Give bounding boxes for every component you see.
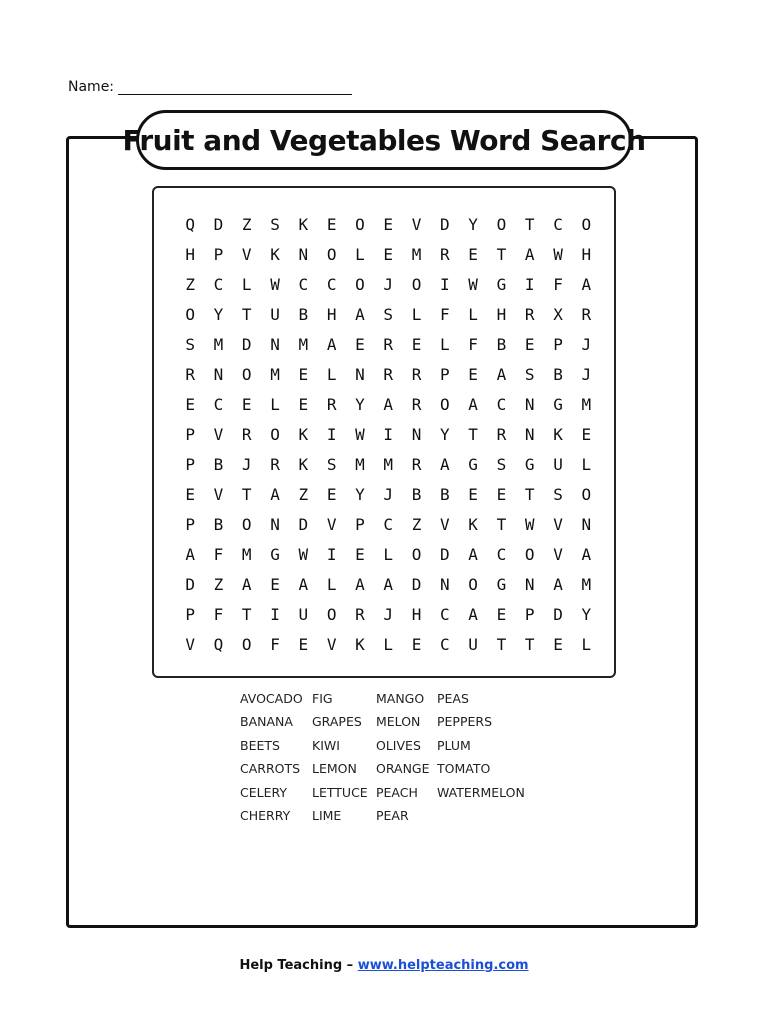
grid-letter: O bbox=[270, 425, 280, 444]
grid-letter: A bbox=[326, 335, 337, 354]
grid-letter: R bbox=[241, 425, 252, 444]
grid-letter: L bbox=[326, 575, 337, 594]
grid-letter: V bbox=[213, 485, 224, 504]
grid-letter: E bbox=[411, 335, 422, 354]
grid-letter: K bbox=[468, 515, 478, 534]
word-list-item: MELON bbox=[376, 714, 421, 730]
grid-letter: N bbox=[355, 365, 365, 384]
grid-letter: W bbox=[270, 275, 280, 294]
grid-letter: T bbox=[524, 485, 535, 504]
grid-letter: L bbox=[581, 635, 592, 654]
word-list-item: CHERRY bbox=[240, 807, 291, 823]
grid-letter: H bbox=[185, 245, 195, 264]
grid-letter: J bbox=[383, 275, 394, 294]
grid-letter: C bbox=[553, 215, 563, 234]
word-list-item: LEMON bbox=[312, 761, 357, 777]
grid-letter: O bbox=[581, 215, 592, 234]
grid-letter: L bbox=[241, 275, 252, 294]
word-list-item: BEETS bbox=[240, 737, 280, 753]
grid-letter: D bbox=[440, 545, 450, 564]
grid-letter: A bbox=[553, 575, 563, 594]
word-list-item: PEAS bbox=[437, 691, 469, 706]
grid-letter: Y bbox=[355, 485, 365, 504]
grid-letter: G bbox=[496, 275, 507, 294]
grid-letter: H bbox=[496, 305, 507, 324]
grid-letter: N bbox=[524, 425, 535, 444]
grid-letter: S bbox=[553, 485, 563, 504]
word-list-item: AVOCADO bbox=[240, 691, 303, 706]
grid-letter: O bbox=[411, 545, 422, 564]
grid-letter: H bbox=[326, 305, 337, 324]
grid-letter: B bbox=[213, 515, 224, 534]
grid-letter: K bbox=[298, 455, 309, 474]
grid-letter: R bbox=[411, 365, 422, 384]
grid-letter: E bbox=[355, 335, 365, 354]
grid-letter: P bbox=[185, 425, 195, 444]
grid-letter: C bbox=[440, 635, 450, 654]
grid-letter: N bbox=[524, 395, 535, 414]
word-list-item: LETTUCE bbox=[312, 784, 368, 800]
word-list-item: PEACH bbox=[376, 784, 418, 800]
grid-letter: V bbox=[241, 245, 252, 264]
grid-letter: E bbox=[326, 485, 337, 504]
grid-letter: P bbox=[524, 605, 535, 624]
grid-letter: R bbox=[383, 365, 394, 384]
grid-letter: N bbox=[270, 515, 280, 534]
word-search-box bbox=[152, 186, 616, 678]
grid-letter: J bbox=[241, 455, 252, 474]
grid-letter: R bbox=[411, 395, 422, 414]
grid-letter: Z bbox=[411, 515, 422, 534]
grid-letter: E bbox=[468, 485, 478, 504]
word-list-item: GRAPES bbox=[312, 714, 362, 730]
grid-letter: S bbox=[496, 455, 507, 474]
grid-letter: F bbox=[468, 335, 478, 354]
grid-letter: P bbox=[440, 365, 450, 384]
grid-letter: O bbox=[581, 485, 592, 504]
grid-letter: Z bbox=[241, 215, 252, 234]
grid-letter: A bbox=[468, 545, 478, 564]
grid-letter: A bbox=[581, 275, 592, 294]
grid-letter: A bbox=[468, 605, 478, 624]
grid-letter: A bbox=[270, 485, 280, 504]
word-list-item: BANANA bbox=[240, 714, 293, 730]
grid-letter: B bbox=[440, 485, 450, 504]
grid-letter: A bbox=[185, 545, 195, 564]
grid-letter: T bbox=[241, 485, 252, 504]
grid-letter: Y bbox=[581, 605, 592, 624]
grid-letter: R bbox=[524, 305, 535, 324]
grid-letter: C bbox=[440, 605, 450, 624]
grid-letter: M bbox=[213, 335, 224, 354]
grid-letter: A bbox=[383, 575, 394, 594]
grid-letter: O bbox=[468, 575, 478, 594]
grid-letter: G bbox=[496, 575, 507, 594]
word-list-item: WATERMELON bbox=[437, 784, 525, 800]
grid-letter: M bbox=[355, 455, 365, 474]
grid-letter: A bbox=[496, 365, 507, 384]
grid-letter: V bbox=[326, 635, 337, 654]
word-list-item: CELERY bbox=[240, 784, 288, 800]
grid-letter: I bbox=[383, 425, 394, 444]
grid-letter: V bbox=[213, 425, 224, 444]
grid-letter: P bbox=[355, 515, 365, 534]
grid-letter: T bbox=[241, 605, 252, 624]
word-list-item: OLIVES bbox=[376, 737, 421, 753]
grid-letter: L bbox=[270, 395, 280, 414]
grid-letter: I bbox=[440, 275, 450, 294]
grid-letter: K bbox=[270, 245, 280, 264]
grid-letter: F bbox=[440, 305, 450, 324]
grid-letter: S bbox=[524, 365, 535, 384]
grid-letter: T bbox=[241, 305, 252, 324]
grid-letter: N bbox=[524, 575, 535, 594]
grid-letter: B bbox=[553, 365, 563, 384]
word-list-item: PEPPERS bbox=[437, 714, 493, 730]
grid-letter: E bbox=[185, 485, 195, 504]
grid-letter: M bbox=[241, 545, 252, 564]
grid-letter: S bbox=[185, 335, 195, 354]
grid-letter: Q bbox=[185, 215, 195, 234]
grid-letter: Y bbox=[213, 305, 224, 324]
grid-letter: E bbox=[468, 365, 478, 384]
grid-letter: K bbox=[298, 425, 309, 444]
grid-letter: M bbox=[270, 365, 280, 384]
grid-letter: D bbox=[213, 215, 224, 234]
grid-letter: D bbox=[411, 575, 422, 594]
grid-letter: P bbox=[185, 455, 195, 474]
grid-letter: E bbox=[496, 485, 507, 504]
grid-letter: L bbox=[411, 305, 422, 324]
grid-letter: O bbox=[185, 305, 195, 324]
grid-letter: Z bbox=[298, 485, 309, 504]
grid-letter: E bbox=[241, 395, 252, 414]
grid-letter: K bbox=[553, 425, 563, 444]
grid-letter: E bbox=[468, 245, 478, 264]
grid-letter: T bbox=[468, 425, 478, 444]
word-column bbox=[437, 690, 537, 830]
grid-letter: C bbox=[326, 275, 337, 294]
word-list-item: PEAR bbox=[376, 807, 409, 823]
word-column bbox=[240, 690, 312, 830]
grid-letter: E bbox=[355, 545, 365, 564]
grid-letter: I bbox=[326, 545, 337, 564]
footer-link[interactable]: www.helpteaching.com bbox=[357, 958, 529, 973]
grid-letter: A bbox=[468, 395, 478, 414]
grid-letter: R bbox=[185, 365, 195, 384]
grid-letter: N bbox=[581, 515, 592, 534]
word-list-item: MANGO bbox=[376, 691, 425, 706]
grid-letter: F bbox=[213, 605, 224, 624]
grid-letter: T bbox=[496, 515, 507, 534]
grid-letter: E bbox=[553, 635, 563, 654]
grid-letter: R bbox=[326, 395, 337, 414]
page-title: Fruit and Vegetables Word Search bbox=[122, 123, 646, 157]
grid-letter: C bbox=[213, 395, 224, 414]
grid-letter: V bbox=[185, 635, 195, 654]
word-list-item: PLUM bbox=[437, 737, 471, 753]
grid-letter: R bbox=[355, 605, 365, 624]
grid-letter: F bbox=[553, 275, 563, 294]
grid-letter: O bbox=[355, 215, 365, 234]
grid-letter: J bbox=[383, 605, 394, 624]
grid-letter: V bbox=[411, 215, 422, 234]
grid-letter: E bbox=[298, 365, 309, 384]
grid-letter: L bbox=[468, 305, 478, 324]
title-banner bbox=[122, 110, 646, 170]
word-list-item: ORANGE bbox=[376, 761, 430, 777]
grid-letter: O bbox=[326, 605, 337, 624]
word-column bbox=[376, 690, 437, 830]
grid-letter: C bbox=[496, 395, 507, 414]
grid-letter: E bbox=[411, 635, 422, 654]
grid-letter: R bbox=[383, 335, 394, 354]
grid-letter: G bbox=[524, 455, 535, 474]
grid-letter: D bbox=[553, 605, 563, 624]
grid-letter: L bbox=[383, 635, 394, 654]
grid-letter: K bbox=[298, 215, 309, 234]
grid-letter: M bbox=[581, 395, 592, 414]
grid-letter: M bbox=[581, 575, 592, 594]
grid-letter: L bbox=[355, 245, 365, 264]
grid-letter: O bbox=[440, 395, 450, 414]
name-field bbox=[68, 78, 352, 95]
grid-letter: P bbox=[185, 515, 195, 534]
name-label: Name: bbox=[68, 79, 115, 95]
grid-letter: W bbox=[355, 425, 365, 444]
grid-letter: Y bbox=[355, 395, 365, 414]
grid-letter: E bbox=[270, 575, 280, 594]
word-list-item: FIG bbox=[312, 691, 333, 706]
grid-letter: Z bbox=[213, 575, 224, 594]
grid-letter: M bbox=[298, 335, 309, 354]
grid-letter: W bbox=[524, 515, 535, 534]
grid-letter: I bbox=[270, 605, 280, 624]
grid-letter: P bbox=[185, 605, 195, 624]
grid-letter: F bbox=[213, 545, 224, 564]
grid-letter: N bbox=[270, 335, 280, 354]
grid-letter: U bbox=[553, 455, 563, 474]
grid-letter: K bbox=[355, 635, 365, 654]
grid-letter: N bbox=[440, 575, 450, 594]
word-list-item: TOMATO bbox=[437, 761, 491, 777]
grid-letter: E bbox=[524, 335, 535, 354]
grid-letter: U bbox=[298, 605, 309, 624]
word-list-item: LIME bbox=[312, 807, 342, 823]
grid-letter: O bbox=[241, 635, 252, 654]
grid-letter: U bbox=[270, 305, 280, 324]
grid-letter: G bbox=[270, 545, 280, 564]
grid-letter: C bbox=[383, 515, 394, 534]
grid-letter: V bbox=[326, 515, 337, 534]
grid-letter: T bbox=[496, 245, 507, 264]
footer bbox=[0, 958, 768, 973]
grid-letter: E bbox=[383, 245, 394, 264]
grid-letter: O bbox=[496, 215, 507, 234]
grid-letter: G bbox=[468, 455, 478, 474]
grid-letter: E bbox=[581, 425, 592, 444]
grid-letter: O bbox=[326, 245, 337, 264]
word-list-item: KIWI bbox=[312, 737, 340, 753]
grid-letter: I bbox=[326, 425, 337, 444]
grid-letter: R bbox=[440, 245, 450, 264]
grid-letter: H bbox=[411, 605, 422, 624]
grid-letter: H bbox=[581, 245, 592, 264]
grid-letter: A bbox=[440, 455, 450, 474]
grid-letter: X bbox=[553, 305, 563, 324]
grid-letter: V bbox=[553, 545, 563, 564]
grid-letter: B bbox=[213, 455, 224, 474]
grid-letter: T bbox=[496, 635, 507, 654]
grid-letter: E bbox=[383, 215, 394, 234]
grid-letter: F bbox=[270, 635, 280, 654]
grid-letter: P bbox=[213, 245, 224, 264]
grid-letter: T bbox=[524, 635, 535, 654]
grid-letter: D bbox=[298, 515, 309, 534]
grid-letter: Y bbox=[468, 215, 478, 234]
grid-letter: W bbox=[298, 545, 309, 564]
grid-letter: Q bbox=[213, 635, 224, 654]
grid-letter: N bbox=[213, 365, 224, 384]
grid-letter: M bbox=[411, 245, 422, 264]
grid-letter: C bbox=[496, 545, 507, 564]
grid-letter: Z bbox=[185, 275, 195, 294]
grid-letter: R bbox=[411, 455, 422, 474]
grid-letter: Y bbox=[440, 425, 450, 444]
name-input-line[interactable] bbox=[118, 78, 352, 95]
grid-letter: B bbox=[298, 305, 309, 324]
grid-letter: D bbox=[185, 575, 195, 594]
grid-letter: C bbox=[298, 275, 309, 294]
grid-letter: D bbox=[241, 335, 252, 354]
grid-letter: A bbox=[298, 575, 309, 594]
grid-letter: T bbox=[524, 215, 535, 234]
grid-letter: E bbox=[185, 395, 195, 414]
grid-letter: M bbox=[383, 455, 394, 474]
grid-letter: L bbox=[440, 335, 450, 354]
word-list bbox=[240, 690, 537, 830]
grid-letter: S bbox=[326, 455, 337, 474]
grid-letter: A bbox=[383, 395, 394, 414]
grid-letter: S bbox=[383, 305, 394, 324]
grid-letter: W bbox=[468, 275, 478, 294]
word-list-item: CARROTS bbox=[240, 761, 301, 777]
grid-letter: O bbox=[524, 545, 535, 564]
grid-letter: S bbox=[270, 215, 280, 234]
grid-letter: A bbox=[355, 305, 365, 324]
grid-letter: W bbox=[553, 245, 563, 264]
grid-letter: V bbox=[440, 515, 450, 534]
grid-letter: U bbox=[468, 635, 478, 654]
grid-letter: A bbox=[581, 545, 592, 564]
grid-letter: R bbox=[581, 305, 592, 324]
grid-letter: V bbox=[553, 515, 563, 534]
grid-letter: L bbox=[383, 545, 394, 564]
grid-letter: N bbox=[298, 245, 309, 264]
grid-letter: O bbox=[241, 515, 252, 534]
grid-letter: I bbox=[524, 275, 535, 294]
grid-letter: A bbox=[524, 245, 535, 264]
grid-letter: D bbox=[440, 215, 450, 234]
grid-letter: E bbox=[298, 635, 309, 654]
word-column bbox=[312, 690, 376, 830]
grid-letter: A bbox=[355, 575, 365, 594]
grid-letter: P bbox=[553, 335, 563, 354]
letter-grid bbox=[176, 210, 600, 660]
grid-letter: E bbox=[496, 605, 507, 624]
grid-letter: L bbox=[326, 365, 337, 384]
grid-letter: E bbox=[298, 395, 309, 414]
grid-letter: J bbox=[581, 365, 592, 384]
grid-letter: R bbox=[496, 425, 507, 444]
grid-letter: O bbox=[411, 275, 422, 294]
grid-letter: C bbox=[213, 275, 224, 294]
grid-letter: N bbox=[411, 425, 422, 444]
grid-letter: R bbox=[270, 455, 280, 474]
grid-letter: J bbox=[581, 335, 592, 354]
grid-letter: L bbox=[581, 455, 592, 474]
grid-letter: E bbox=[326, 215, 337, 234]
grid-letter: O bbox=[355, 275, 365, 294]
grid-letter: B bbox=[496, 335, 507, 354]
footer-label: Help Teaching – bbox=[239, 958, 354, 973]
grid-letter: B bbox=[411, 485, 422, 504]
grid-letter: O bbox=[241, 365, 252, 384]
grid-letter: J bbox=[383, 485, 394, 504]
grid-letter: G bbox=[553, 395, 563, 414]
grid-letter: A bbox=[241, 575, 252, 594]
